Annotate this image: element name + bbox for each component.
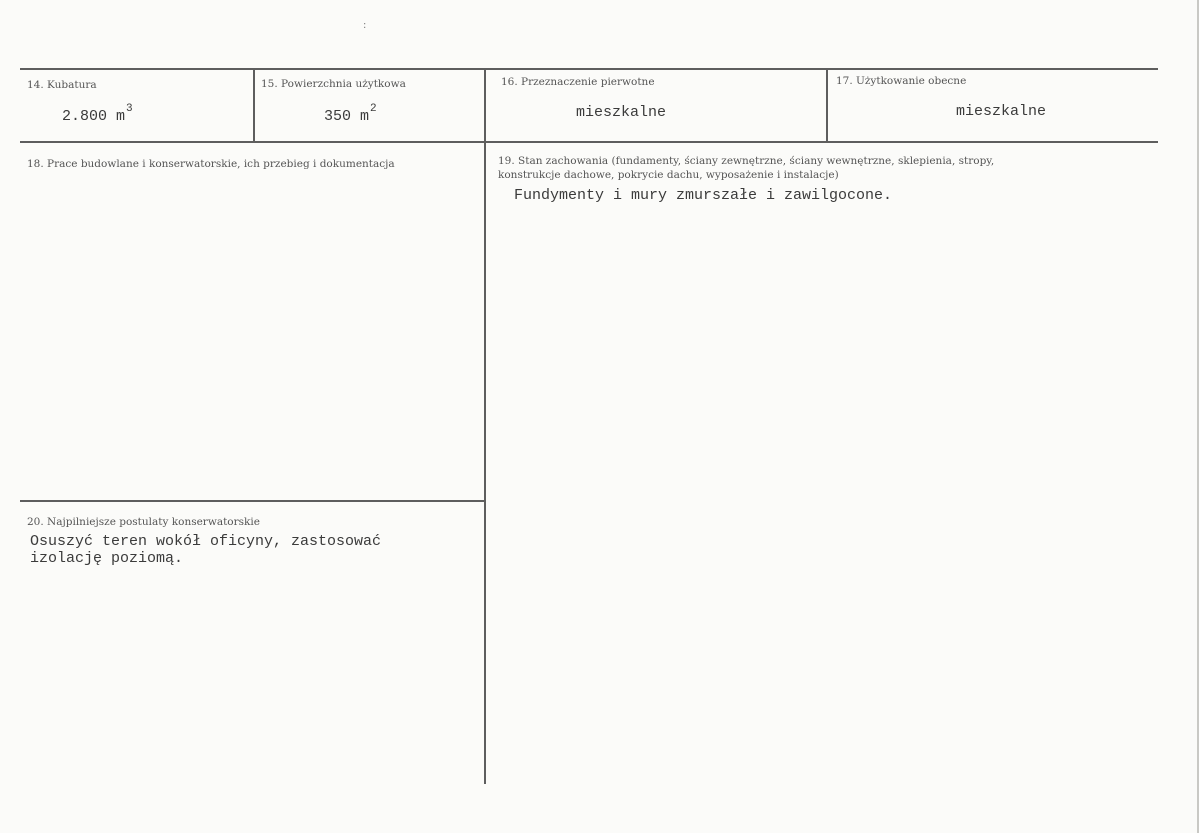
rule-col-16: [484, 70, 486, 784]
przeznaczenie-value: mieszkalne: [576, 104, 667, 121]
stan-label-line1: 19. Stan zachowania (fundamenty, ściany zewnętrzne, ściany wewnętrzne, sklepienia, stropy,: [498, 155, 995, 167]
uzytkowanie-label: 17. Użytkowanie obecne: [836, 75, 967, 87]
powierzchnia-label: 15. Powierzchnia użytkowa: [261, 78, 406, 90]
postulaty-label: 20. Najpilniejsze postulaty konserwatorskie: [27, 516, 260, 528]
postulaty-value-line1: Osuszyć teren wokół oficyny, zastosować: [30, 533, 382, 550]
kubatura-value: [62, 104, 133, 125]
uzytkowanie-value: mieszkalne: [956, 103, 1047, 120]
top-mark: :: [363, 20, 367, 31]
przeznaczenie-label: 16. Przeznaczenie pierwotne: [501, 76, 655, 88]
powierzchnia-number: 350 m: [324, 108, 370, 125]
powierzchnia-exponent: 2: [370, 103, 377, 115]
stan-value: Fundymenty i mury zmurszałe i zawilgocone.: [514, 187, 893, 204]
rule-middle: [20, 141, 1158, 143]
rule-section-20: [20, 500, 484, 502]
stan-label-line2: konstrukcje dachowe, pokrycie dachu, wyposażenie i instalacje): [498, 169, 839, 181]
kubatura-exponent: 3: [126, 103, 133, 115]
postulaty-value-line2: izolację poziomą.: [30, 550, 184, 567]
rule-col-17: [826, 70, 828, 142]
rule-col-15: [253, 70, 255, 142]
powierzchnia-value: [324, 104, 377, 125]
kubatura-number: 2.800 m: [62, 108, 126, 125]
rule-top: [20, 68, 1158, 70]
kubatura-label: 14. Kubatura: [27, 79, 97, 91]
prace-label: 18. Prace budowlane i konserwatorskie, ich przebieg i dokumentacja: [27, 158, 395, 170]
